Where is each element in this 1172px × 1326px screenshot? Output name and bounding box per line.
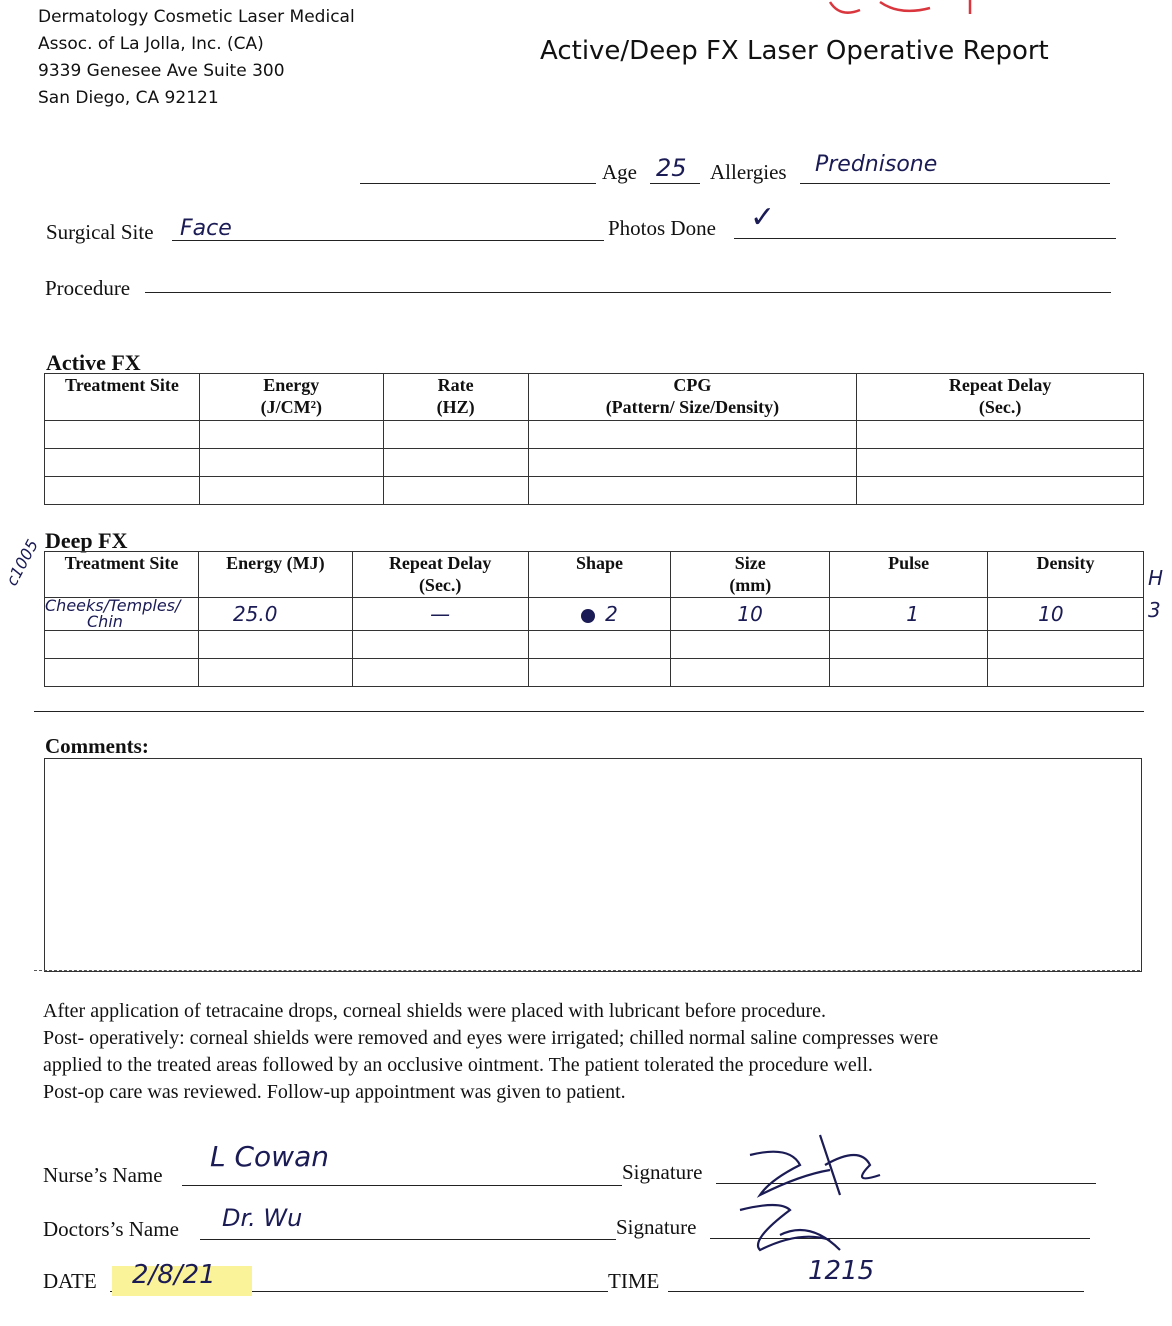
- deep-fx-shape-value[interactable]: 2: [528, 598, 671, 631]
- allergies-label: Allergies: [710, 160, 787, 184]
- table-cell[interactable]: [988, 659, 1144, 687]
- age-line: [650, 183, 700, 184]
- clinic-name-line1: Dermatology Cosmetic Laser Medical: [38, 7, 355, 27]
- margin-note-right-1: H: [1148, 566, 1164, 590]
- allergies-line: [800, 183, 1110, 184]
- table-cell[interactable]: [383, 421, 528, 449]
- deep-fx-title: Deep FX: [45, 528, 128, 553]
- deep-fx-pulse-value[interactable]: 1: [830, 598, 988, 631]
- table-row: [45, 421, 1144, 449]
- deep-fx-header-density: Density: [988, 552, 1144, 598]
- table-cell[interactable]: [857, 421, 1144, 449]
- deep-fx-density-value[interactable]: 10: [988, 598, 1144, 631]
- table-cell[interactable]: [671, 659, 830, 687]
- table-cell[interactable]: [45, 421, 200, 449]
- clinic-address-line1: 9339 Genesee Ave Suite 300: [38, 61, 285, 81]
- table-cell[interactable]: [199, 421, 383, 449]
- date-value[interactable]: 2/8/21: [132, 1260, 216, 1290]
- scribble-mark: [581, 609, 595, 623]
- margin-note-right-2: 3: [1148, 598, 1161, 622]
- photos-done-check[interactable]: ✓: [750, 200, 776, 235]
- active-fx-header-energy: Energy (J/CM²): [199, 374, 383, 421]
- comments-bottom-dashed-line: [34, 970, 1140, 971]
- nurse-name-line: [182, 1185, 622, 1186]
- active-fx-title: Active FX: [46, 350, 141, 375]
- age-value[interactable]: 25: [656, 154, 687, 182]
- table-row: [45, 631, 1144, 659]
- procedure-label: Procedure: [45, 276, 131, 300]
- doctor-name-line: [200, 1239, 616, 1240]
- table-cell[interactable]: [528, 631, 671, 659]
- comments-label: Comments:: [45, 734, 149, 758]
- active-fx-header-rate: Rate (HZ): [383, 374, 528, 421]
- age-label: Age: [602, 160, 637, 184]
- clinic-address-block: [38, 4, 355, 112]
- table-cell[interactable]: [528, 449, 857, 477]
- table-cell[interactable]: [45, 659, 199, 687]
- table-cell[interactable]: [857, 477, 1144, 505]
- table-row: [45, 477, 1144, 505]
- deep-fx-header-pulse: Pulse: [830, 552, 988, 598]
- time-line: [668, 1291, 1084, 1292]
- table-cell[interactable]: [528, 659, 671, 687]
- table-cell[interactable]: [45, 631, 199, 659]
- table-cell[interactable]: [45, 449, 200, 477]
- nurse-signature-label: Signature: [622, 1160, 703, 1184]
- name-line: [360, 183, 596, 184]
- procedure-line[interactable]: [145, 292, 1111, 293]
- nurse-name-value[interactable]: L Cowan: [210, 1140, 329, 1173]
- deep-fx-table: [44, 551, 1144, 687]
- active-fx-header-treatment-site: Treatment Site: [45, 374, 200, 421]
- table-cell[interactable]: [352, 659, 528, 687]
- date-label: DATE: [43, 1269, 97, 1293]
- deep-fx-header-size: Size (mm): [671, 552, 830, 598]
- section-divider: [34, 711, 1144, 712]
- table-cell[interactable]: [383, 477, 528, 505]
- comments-box[interactable]: [44, 758, 1142, 972]
- surgical-site-value[interactable]: Face: [180, 216, 232, 241]
- deep-fx-energy-value[interactable]: 25.0: [198, 598, 352, 631]
- procedure-note-line3: applied to the treated areas followed by an occlusive ointment. The patient tolerated the procedure well.: [43, 1054, 873, 1076]
- table-cell[interactable]: [199, 449, 383, 477]
- active-fx-header-repeat-delay: Repeat Delay (Sec.): [857, 374, 1144, 421]
- surgical-site-label: Surgical Site: [46, 220, 154, 244]
- procedure-note-line1: After application of tetracaine drops, corneal shields were placed with lubricant before procedure.: [43, 1000, 826, 1022]
- table-row: [45, 659, 1144, 687]
- table-cell[interactable]: [198, 659, 352, 687]
- table-cell[interactable]: [830, 659, 988, 687]
- table-cell[interactable]: [857, 449, 1144, 477]
- table-row: [45, 449, 1144, 477]
- active-fx-table: [44, 373, 1144, 505]
- deep-fx-header-treatment-site: Treatment Site: [45, 552, 199, 598]
- procedure-note-line4: Post-op care was reviewed. Follow-up appointment was given to patient.: [43, 1081, 626, 1103]
- document-title: Active/Deep FX Laser Operative Report: [540, 36, 1049, 66]
- active-fx-header-cpg: CPG (Pattern/ Size/Density): [528, 374, 857, 421]
- deep-fx-repeat-delay-value[interactable]: —: [352, 598, 528, 631]
- deep-fx-treatment-site-value[interactable]: Cheeks/Temples/ Chin: [45, 598, 199, 631]
- procedure-notes: [43, 998, 1143, 1106]
- doctor-name-label: Doctors’s Name: [43, 1217, 179, 1241]
- surgical-site-line: [172, 240, 604, 241]
- table-cell[interactable]: [198, 631, 352, 659]
- table-row: [45, 598, 1144, 631]
- red-stamp-mark: [820, 0, 1000, 20]
- table-cell[interactable]: [45, 477, 200, 505]
- doctor-signature-label: Signature: [616, 1215, 697, 1239]
- deep-fx-header-repeat-delay: Repeat Delay (Sec.): [352, 552, 528, 598]
- clinic-address-line2: San Diego, CA 92121: [38, 88, 219, 108]
- photos-done-line: [734, 238, 1116, 239]
- table-cell[interactable]: [383, 449, 528, 477]
- deep-fx-header-energy: Energy (MJ): [198, 552, 352, 598]
- photos-done-label: Photos Done: [608, 216, 716, 240]
- table-cell[interactable]: [528, 477, 857, 505]
- doctor-name-value[interactable]: Dr. Wu: [222, 1204, 303, 1232]
- clinic-name-line2: Assoc. of La Jolla, Inc. (CA): [38, 34, 264, 54]
- procedure-note-line2: Post- operatively: corneal shields were removed and eyes were irrigated; chilled normal saline compresses were: [43, 1027, 939, 1049]
- table-cell[interactable]: [830, 631, 988, 659]
- nurse-name-label: Nurse’s Name: [43, 1163, 163, 1187]
- deep-fx-header-shape: Shape: [528, 552, 671, 598]
- margin-note-left: c1005: [2, 536, 43, 589]
- time-label: TIME: [608, 1269, 660, 1293]
- deep-fx-size-value[interactable]: 10: [671, 598, 830, 631]
- table-cell[interactable]: [671, 631, 830, 659]
- table-cell[interactable]: [528, 421, 857, 449]
- allergies-value[interactable]: Prednisone: [815, 152, 938, 177]
- table-cell[interactable]: [199, 477, 383, 505]
- time-value[interactable]: 1215: [808, 1256, 875, 1286]
- table-cell[interactable]: [352, 631, 528, 659]
- table-cell[interactable]: [988, 631, 1144, 659]
